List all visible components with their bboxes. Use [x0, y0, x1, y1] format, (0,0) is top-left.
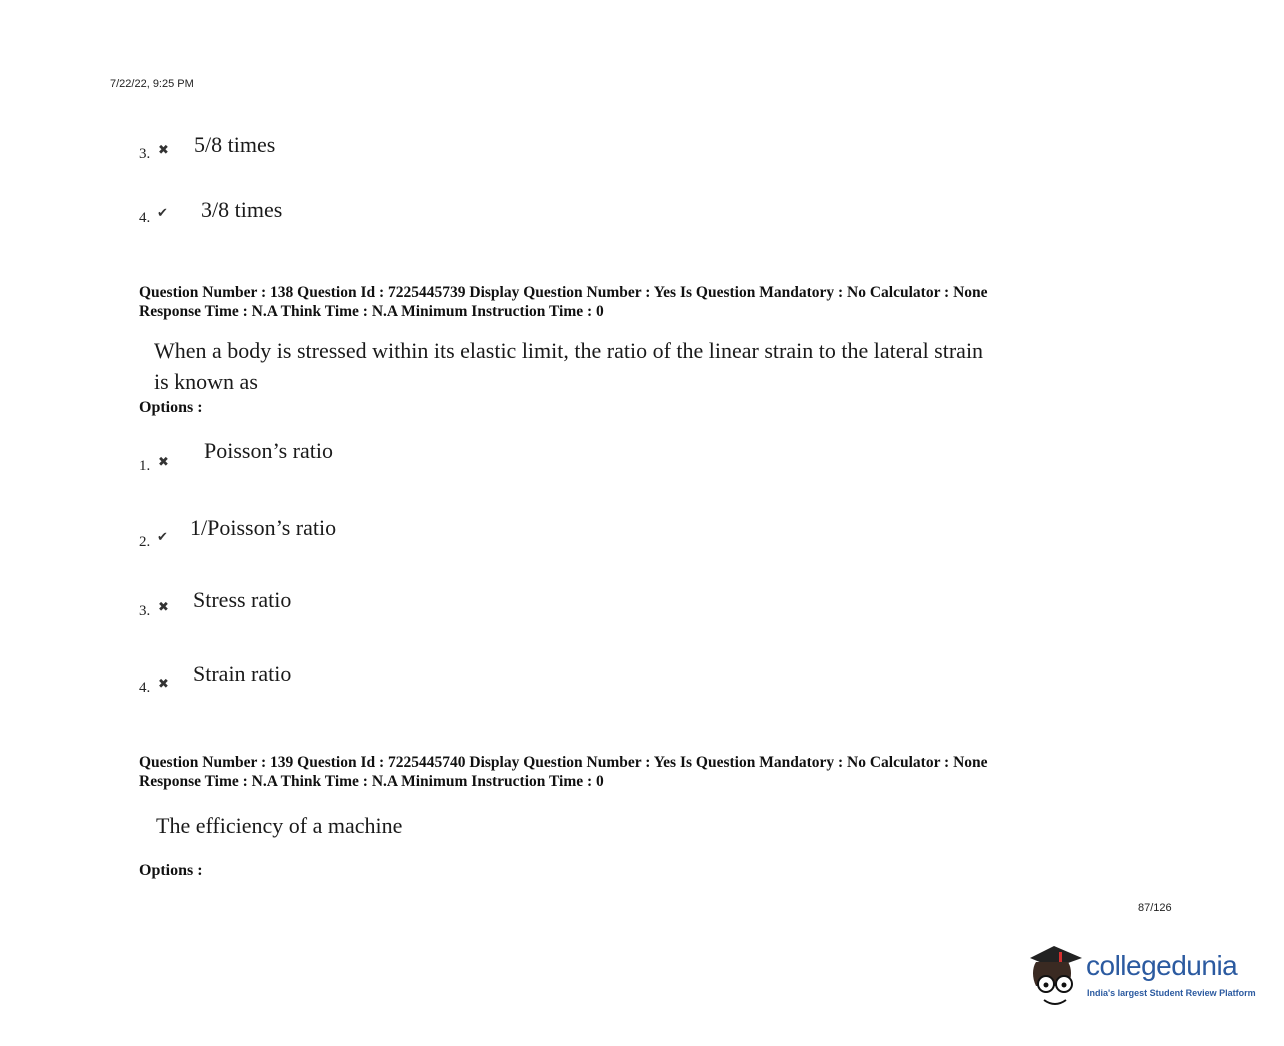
- option-number: 1.: [139, 458, 151, 474]
- question-meta: [139, 283, 988, 321]
- options-label: Options :: [139, 399, 203, 416]
- option-text: 3/8 times: [201, 197, 283, 222]
- option-number: 3.: [139, 146, 151, 162]
- collegedunia-mascot-logo: [1024, 938, 1086, 1010]
- check-icon: ✔: [157, 206, 168, 221]
- cross-icon: ✖: [158, 455, 169, 470]
- option-text: 1/Poisson’s ratio: [190, 515, 337, 540]
- option-number: 4.: [139, 210, 151, 226]
- question-text-line1: When a body is stressed within its elastic limit, the ratio of the linear strain to the lateral strain: [154, 338, 984, 363]
- check-icon: ✔: [157, 530, 168, 545]
- option-text: 5/8 times: [194, 132, 276, 157]
- page-number: 87/126: [1138, 902, 1172, 914]
- option-number: 2.: [139, 534, 151, 550]
- question-meta: [139, 753, 988, 791]
- cross-icon: ✖: [158, 677, 169, 692]
- question-meta-line2: Response Time : N.A Think Time : N.A Minimum Instruction Time : 0: [139, 773, 604, 790]
- question-meta-line1: Question Number : 138 Question Id : 7225445739 Display Question Number : Yes Is Question Mandatory : No Calculator : None: [139, 284, 988, 301]
- options-label: Options :: [139, 862, 203, 879]
- question-meta-line1: Question Number : 139 Question Id : 7225445740 Display Question Number : Yes Is Question Mandatory : No Calculator : None: [139, 754, 988, 771]
- option-text: Poisson’s ratio: [204, 438, 333, 463]
- question-text-line2: is known as: [154, 369, 258, 394]
- cross-icon: ✖: [158, 600, 169, 615]
- brand-tagline: India's largest Student Review Platform: [1087, 988, 1256, 998]
- cross-icon: ✖: [158, 143, 169, 158]
- option-number: 3.: [139, 603, 151, 619]
- question-meta-line2: Response Time : N.A Think Time : N.A Minimum Instruction Time : 0: [139, 303, 604, 320]
- option-text: Stress ratio: [193, 587, 292, 612]
- option-number: 4.: [139, 680, 151, 696]
- question-text: [154, 335, 1054, 397]
- print-timestamp: 7/22/22, 9:25 PM: [110, 78, 194, 90]
- question-text: The efficiency of a machine: [156, 813, 403, 838]
- option-text: Strain ratio: [193, 661, 292, 686]
- brand-logo-text: collegedunia: [1086, 950, 1238, 981]
